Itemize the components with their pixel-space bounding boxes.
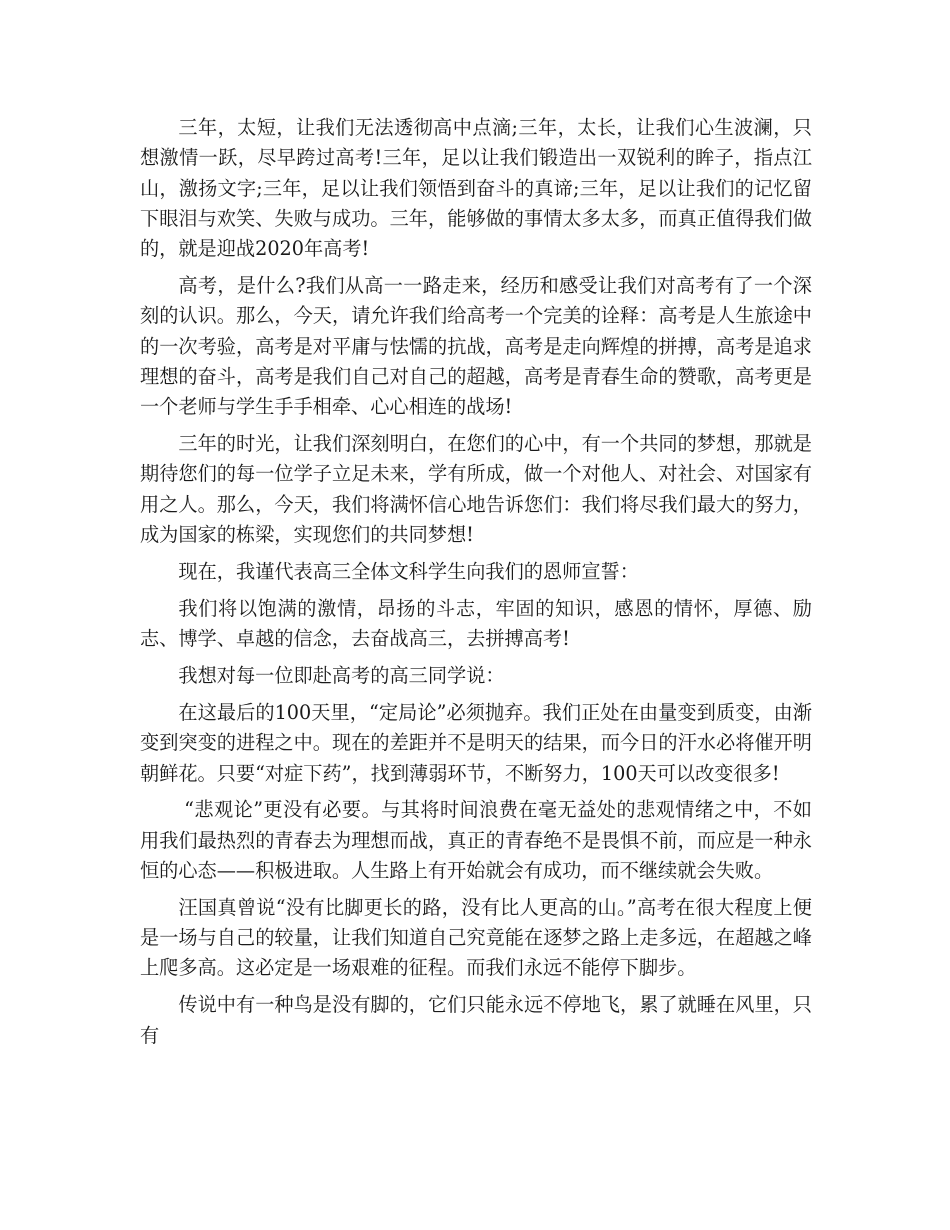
paragraph-oath-intro: 现在，我谨代表高三全体文科学生向我们的恩师宣誓： <box>178 559 639 583</box>
paragraph-what-is-gaokao: 高考，是什么?我们从高一一路走来，经历和感受让我们对高考有了一个深刻的认识。那么，今天，请允许我们给高考一个完美的诠释：高考是人生旅途中的一次考验，高考是对平庸与怯懦的抗战，高考是走向辉煌的拼搏，高考是追求理想的奋斗，高考是我们自己对自己的超越，高考是青春生命的赞歌，高考更是一个老师与学生手手相牵、心心相连的战场! <box>140 274 812 419</box>
paragraph-legend-bird: 传说中有一种鸟是没有脚的，它们只能永远不停地飞，累了就睡在风里，只有 <box>140 993 812 1047</box>
document-page <box>140 113 812 1058</box>
paragraph-pessimism: “悲观论”更没有必要。与其将时间浪费在毫无益处的悲观情绪之中，不如用我们最热烈的青春去为理想而战，真正的青春绝不是畏惧不前，而应是一种永恒的心态——积极进取。人生路上有开始就会有成功，而不继续就会失败。 <box>140 798 812 882</box>
paragraph-three-years: 三年，太短，让我们无法透彻高中点滴;三年，太长，让我们心生波澜，只想激情一跃，尽早跨过高考!三年，足以让我们锻造出一双锐利的眸子，指点江山，激扬文字;三年，足以让我们领悟到奋斗的真谛;三年，足以让我们的记忆留下眼泪与欢笑、失败与成功。三年，能够做的事情太多太多，而真正值得我们做的，就是迎战2020年高考! <box>140 116 812 261</box>
paragraph-teachers-dream: 三年的时光，让我们深刻明白，在您们的心中，有一个共同的梦想，那就是期待您们的每一位学子立足未来，学有所成，做一个对他人、对社会、对国家有用之人。那么，今天，我们将满怀信心地告诉您们：我们将尽我们最大的努力，成为国家的栋梁，实现您们的共同梦想! <box>140 432 812 547</box>
paragraph-to-classmates: 我想对每一位即赴高考的高三同学说： <box>178 664 505 688</box>
paragraph-last-100-days: 在这最后的100天里，“定局论”必须抛弃。我们正处在由量变到质变，由渐变到突变的进程之中。现在的差距并不是明天的结果，而今日的汗水必将催开明朝鲜花。只要“对症下药”，找到薄弱环节，不断努力，100天可以改变很多! <box>140 700 812 785</box>
paragraph-wang-guozhen: 汪国真曾说“没有比脚更长的路，没有比人更高的山。”高考在很大程度上便是一场与自己的较量，让我们知道自己究竟能在逐梦之路上走多远，在超越之峰上爬多高。这必定是一场艰难的征程。而我们永远不能停下脚步。 <box>140 895 812 980</box>
paragraph-oath: 我们将以饱满的激情，昂扬的斗志，牢固的知识，感恩的情怀，厚德、励志、博学、卓越的信念，去奋战高三，去拼搏高考! <box>140 596 812 651</box>
